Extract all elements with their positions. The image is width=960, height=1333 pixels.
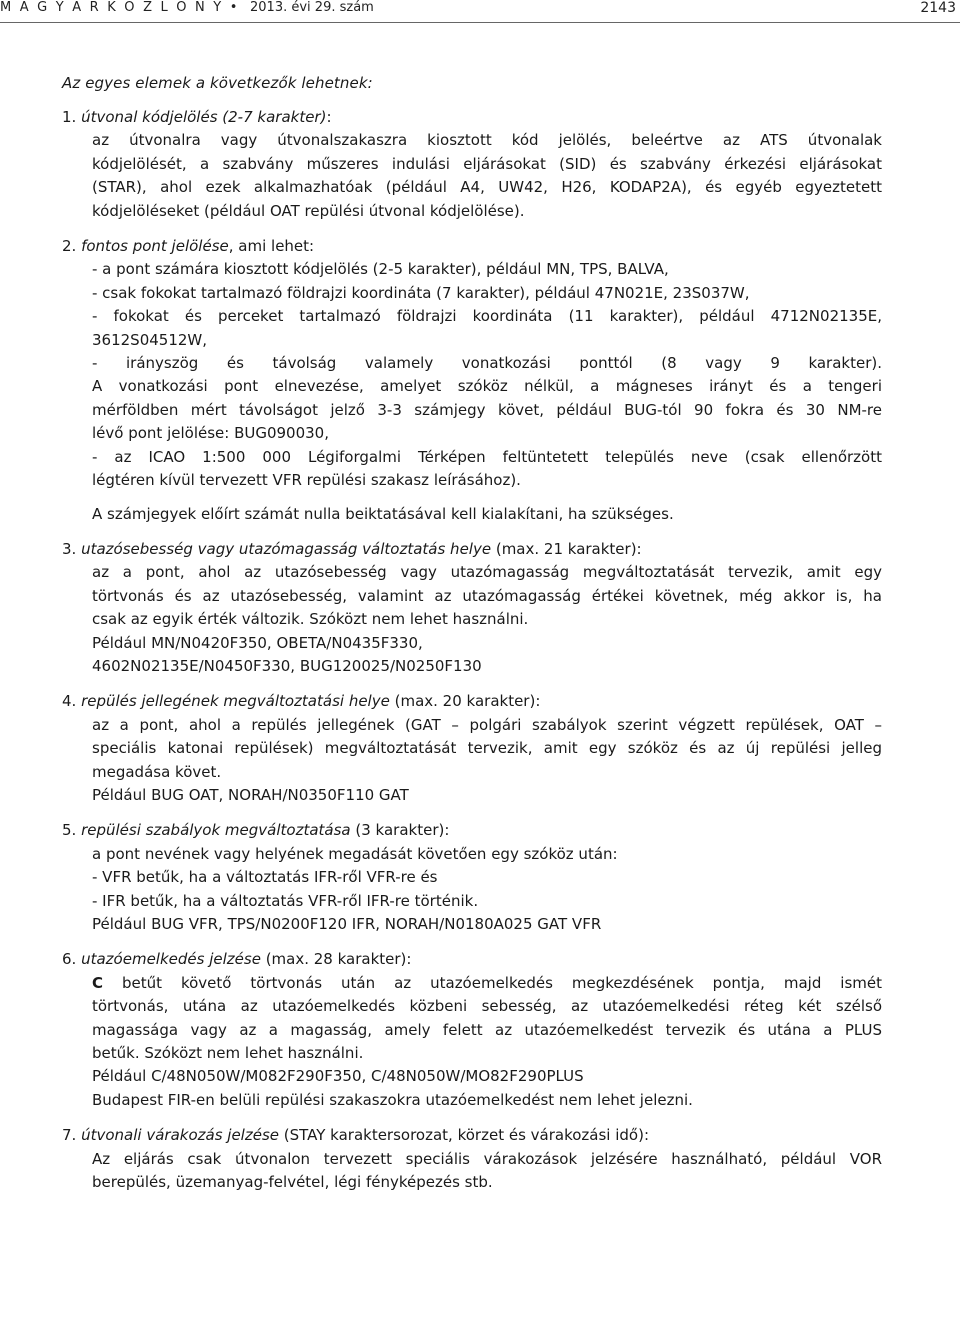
item-line: az a pont, ahol az utazósebesség vagy utazómagasság megváltoztatását tervezik, amit egy xyxy=(92,563,882,582)
item-body xyxy=(92,714,882,808)
item-body xyxy=(92,129,882,223)
list-item xyxy=(62,948,882,1112)
item-line: Az eljárás csak útvonalon tervezett speciális várakozások jelzésére használható, például VOR xyxy=(92,1149,882,1168)
item-line: C betűt követő törtvonás után az utazóemelkedés megkezdésének pontja, majd ismét xyxy=(92,973,882,992)
item-line: - irányszög és távolság valamely vonatkozási ponttól (8 vagy 9 karakter). xyxy=(92,354,882,373)
item-title: útvonali várakozás jelzése xyxy=(81,1126,279,1145)
item-title: utazóemelkedés jelzése xyxy=(81,950,261,969)
item-number: 7. xyxy=(62,1126,82,1145)
item-number: 4. xyxy=(62,692,82,711)
item-line: A vonatkozási pont elnevezése, amelyet szóköz nélkül, a mágneses irányt és a tengeri xyxy=(92,377,882,396)
item-line: mérföldben mért távolságot jelző 3-3 számjegy követ, például BUG-tól 90 fokra és 30 NM-re xyxy=(92,400,882,419)
item-title-suffix: : xyxy=(326,108,332,126)
item-heading xyxy=(62,1124,882,1147)
item-title: fontos pont jelölése xyxy=(81,237,229,256)
item-heading xyxy=(62,690,882,713)
header-bullet: • xyxy=(229,0,240,15)
item-line: Például MN/N0420F350, OBETA/N0435F330, xyxy=(92,633,423,652)
item-line: - VFR betűk, ha a változtatás IFR-ről VFR-re és xyxy=(92,868,438,887)
item-line: törtvonás, utána az utazóemelkedés közbeni sebesség, az utazóemelkedési réteg két szélső xyxy=(92,997,882,1016)
item-heading xyxy=(62,235,882,258)
item-number: 2. xyxy=(62,237,82,256)
item-line: - IFR betűk, ha a változtatás VFR-ről IFR-re történik. xyxy=(92,891,479,910)
item-line: - a pont számára kiosztott kódjelölés (2-5 karakter), például MN, TPS, BALVA, xyxy=(92,260,669,279)
item-line: az a pont, ahol a repülés jellegének (GAT – polgári szabályok szerint végzett repülések, OAT – xyxy=(92,715,882,734)
item-line: Budapest FIR-en belüli repülési szakaszokra utazóemelkedést nem lehet jelezni. xyxy=(92,1090,693,1109)
item-number: 5. xyxy=(62,821,82,840)
item-line: csak az egyik érték változik. Szóközt nem lehet használni. xyxy=(92,610,529,629)
item-title: repülés jellegének megváltoztatási helye xyxy=(81,692,390,711)
list-item xyxy=(62,1124,882,1194)
list-item xyxy=(62,235,882,526)
item-line: törtvonás és az utazósebesség, valamint az utazómagasság értékei követnek, még akkor is, ha xyxy=(92,586,882,605)
item-number: 3. xyxy=(62,539,82,558)
header-publication xyxy=(0,0,374,15)
item-list xyxy=(62,106,882,1206)
item-body xyxy=(92,972,882,1112)
lead-letter: C xyxy=(92,973,104,992)
list-item xyxy=(62,106,882,223)
item-title-suffix: (max. 20 karakter): xyxy=(389,692,541,711)
item-heading xyxy=(62,948,882,971)
item-line: (STAR), ahol ezek alkalmazhatóak (például A4, UW42, H26, KODAP2A), és egyéb egyeztetett xyxy=(92,178,882,197)
item-line: - csak fokokat tartalmazó földrajzi koordináta (7 karakter), például 47N021E, 23S037W, xyxy=(92,283,750,302)
page-number: 2143 xyxy=(920,0,956,16)
item-line: 4602N02135E/N0450F330, BUG120025/N0250F130 xyxy=(92,656,482,675)
item-line: berepülés, üzemanyag-felvétel, légi fényképezés stb. xyxy=(92,1173,493,1192)
list-item xyxy=(62,819,882,936)
item-line: A számjegyek előírt számát nulla beiktatásával kell kialakítani, ha szükséges. xyxy=(92,504,674,523)
publication-name: M A G Y A R K Ö Z L Ö N Y xyxy=(0,0,224,15)
item-body xyxy=(92,258,882,525)
item-line: speciális katonai repülések) megváltoztatását tervezik, amit egy szóköz és az új repülési jelleg xyxy=(92,739,882,758)
item-line: magassága vagy az a magasság, amely felett az utazóemelkedést tervezik és utána a PLUS xyxy=(92,1020,882,1039)
item-title-suffix: (3 karakter): xyxy=(350,821,450,840)
item-title: utazósebesség vagy utazómagasság változtatás helye xyxy=(81,539,492,558)
intro-text: Az egyes elemek a következők lehetnek: xyxy=(62,74,373,92)
spacer xyxy=(92,493,882,503)
item-heading xyxy=(62,106,882,129)
item-title: útvonal kódjelölés (2-7 karakter) xyxy=(81,108,327,126)
item-line: megadása követ. xyxy=(92,762,222,781)
item-line: kódjelöléseket (például OAT repülési útvonal kódjelölése). xyxy=(92,201,525,220)
item-line: - az ICAO 1:500 000 Légiforgalmi Térképen feltüntetett település neve (csak ellenőrzött xyxy=(92,447,882,466)
item-title-suffix: (max. 28 karakter): xyxy=(260,950,412,969)
list-item xyxy=(62,538,882,678)
list-item xyxy=(62,690,882,807)
item-title-suffix: , ami lehet: xyxy=(228,237,315,256)
item-title: repülési szabályok megváltoztatása xyxy=(81,821,351,840)
item-line: Például BUG VFR, TPS/N0200F120 IFR, NORAH/N0180A025 GAT VFR xyxy=(92,915,602,933)
item-line: kódjelölését, a szabvány műszeres indulási eljárásokat (SID) és szabvány érkezési eljárásokat xyxy=(92,154,882,173)
header-date: 2013. évi 29. szám xyxy=(250,0,374,15)
item-heading xyxy=(62,538,882,561)
item-line: légtéren kívül tervezett VFR repülési szakasz leírásához). xyxy=(92,471,521,490)
item-number: 1. xyxy=(62,108,82,126)
item-body xyxy=(92,843,882,937)
item-line: 3612S04512W, xyxy=(92,330,208,349)
item-line: - fokokat és perceket tartalmazó földrajzi koordináta (11 karakter), például 4712N02135E, xyxy=(92,307,882,326)
item-number: 6. xyxy=(62,950,82,969)
item-line: a pont nevének vagy helyének megadását követően egy szóköz után: xyxy=(92,844,618,863)
item-body xyxy=(92,1148,882,1195)
item-line: betűk. Szóközt nem lehet használni. xyxy=(92,1044,364,1063)
item-line: Például C/48N050W/M082F290F350, C/48N050W/MO82F290PLUS xyxy=(92,1067,584,1086)
item-line: az útvonalra vagy útvonalszakaszra kiosztott kód jelölés, beleértve az ATS útvonalak xyxy=(92,131,882,150)
item-title-suffix: (STAY karaktersorozat, körzet és várakozási idő): xyxy=(279,1126,649,1145)
item-line: lévő pont jelölése: BUG090030, xyxy=(92,424,329,443)
item-heading xyxy=(62,819,882,842)
item-title-suffix: (max. 21 karakter): xyxy=(491,539,642,558)
item-body xyxy=(92,561,882,678)
item-line: Például BUG OAT, NORAH/N0350F110 GAT xyxy=(92,785,409,804)
page-header xyxy=(0,0,960,28)
header-rule xyxy=(0,22,960,23)
